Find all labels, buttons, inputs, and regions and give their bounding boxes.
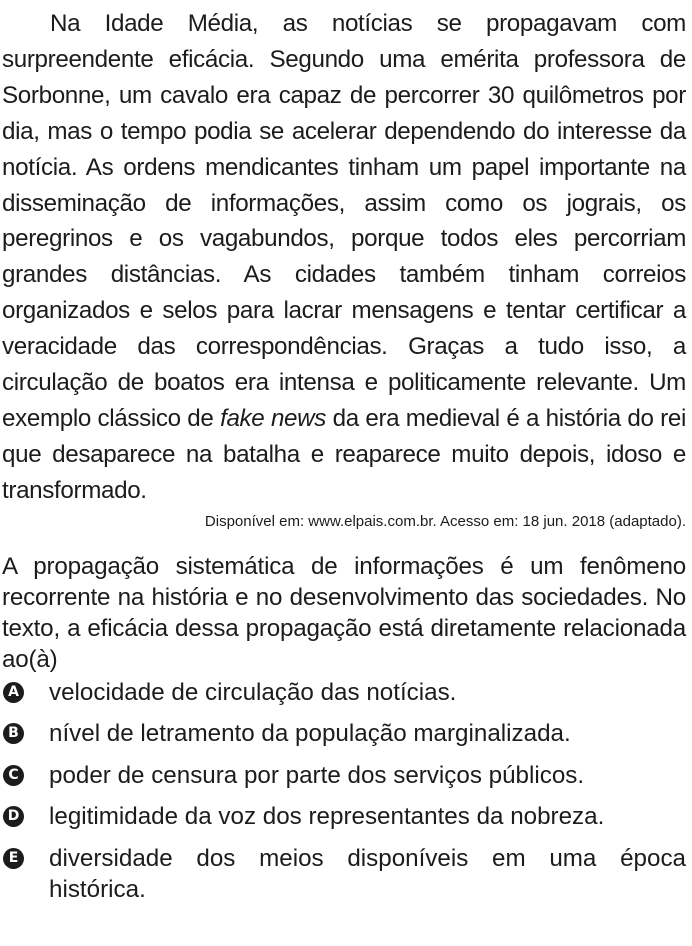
answer-options bbox=[2, 677, 686, 905]
option-d-text: legitimidade da voz dos representantes da nobreza. bbox=[49, 803, 605, 831]
passage-text-start: Na Idade Média, as notícias se propagavam com surpreendente eficácia. Segundo uma emérita professora de Sorbonne, um cavalo era capaz de percorrer 30 quilômetros por dia, mas o tempo podia se acelerar dependendo do interesse da notícia. As ordens mendicantes tinham um papel importante na disseminação de informações, assim como os jograis, os peregrinos e os vagabundos, porque todos eles percorriam grandes distâncias. As cidades também tinham correios organizados e selos para lacrar mensagens e tentar certificar a veracidade das correspondências. Graças a tudo isso, a circulação de boatos era intensa e politicamente relevante. Um exemplo clássico de bbox=[2, 10, 686, 432]
option-b-letter: B bbox=[3, 723, 24, 744]
option-c[interactable] bbox=[2, 760, 686, 791]
option-d[interactable] bbox=[2, 801, 686, 832]
passage-fake-news-term: fake news bbox=[220, 404, 327, 432]
option-a-text: velocidade de circulação das notícias. bbox=[49, 678, 457, 706]
option-b-text: nível de letramento da população marginalizada. bbox=[49, 720, 571, 748]
option-e-letter: E bbox=[3, 848, 24, 869]
passage-text-end: da era medieval é a história do rei que desaparece na batalha e reaparece muito depois, idoso e transformado. bbox=[2, 404, 687, 504]
option-b[interactable] bbox=[2, 718, 686, 749]
option-c-text: poder de censura por parte dos serviços públicos. bbox=[49, 761, 585, 789]
option-c-letter: C bbox=[3, 765, 24, 786]
option-e-text: diversidade dos meios disponíveis em uma época histórica. bbox=[49, 844, 686, 903]
reading-passage bbox=[2, 6, 686, 509]
option-d-letter: D bbox=[3, 806, 24, 827]
option-a[interactable] bbox=[2, 677, 686, 708]
option-a-letter: A bbox=[3, 682, 24, 703]
question-stem: A propagação sistemática de informações é um fenômeno recorrente na história e no desenvolvimento das sociedades. No texto, a eficácia dessa propagação está diretamente relacionada ao(à) bbox=[2, 552, 686, 673]
option-e[interactable] bbox=[2, 843, 686, 905]
source-citation: Disponível em: www.elpais.com.br. Acesso em: 18 jun. 2018 (adaptado). bbox=[204, 512, 686, 530]
